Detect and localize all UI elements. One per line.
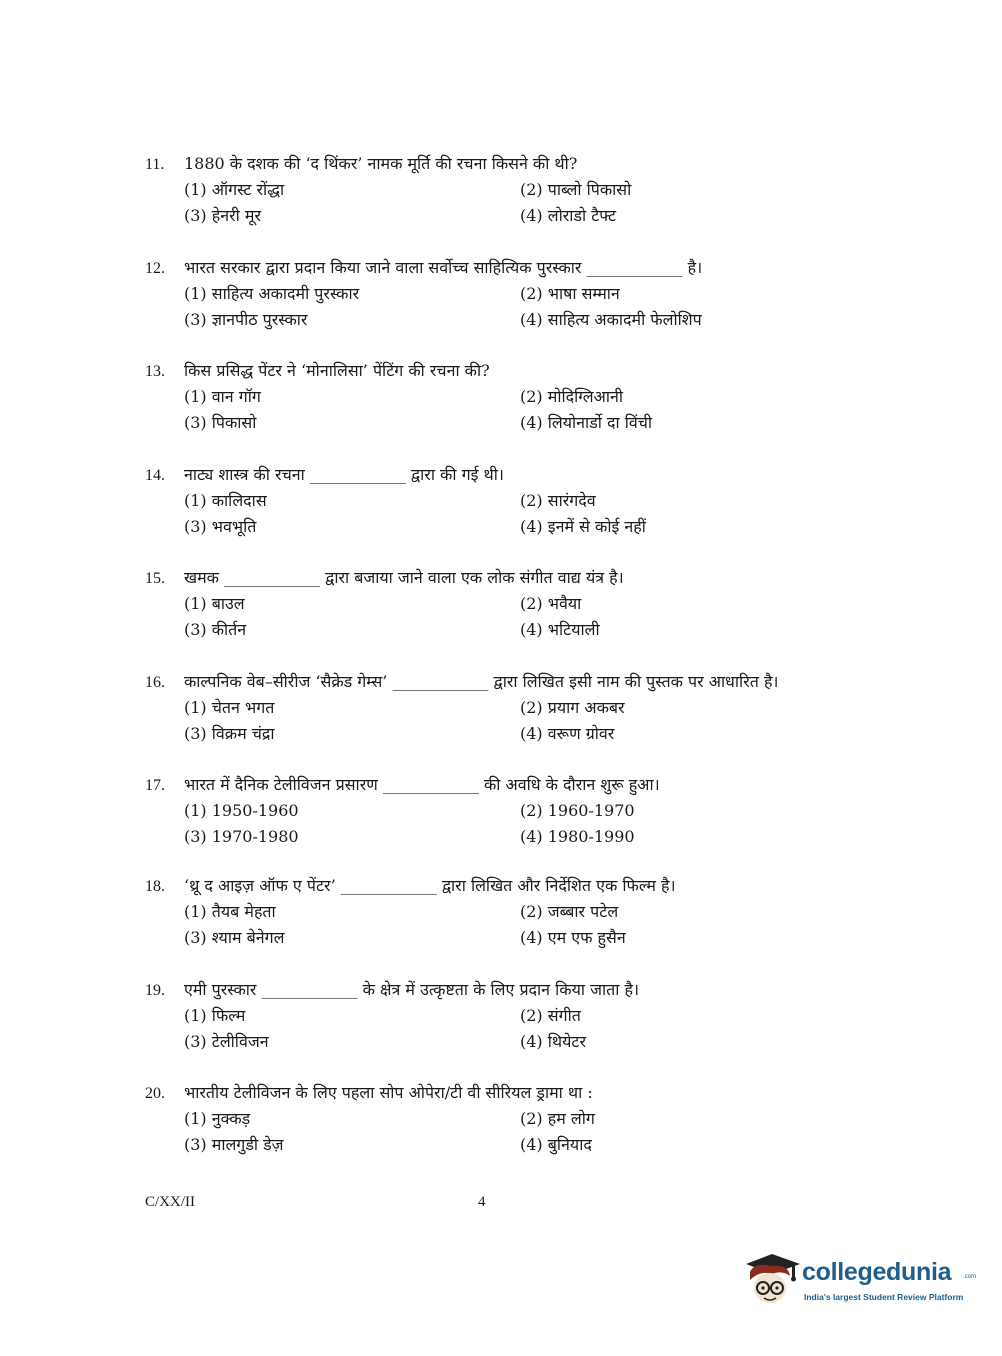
option-4: (4) वरूण ग्रोवर [520, 724, 615, 743]
option-1: (1) कालिदास [184, 491, 267, 510]
option-3: (3) मालगुडी डेज़ [184, 1135, 284, 1154]
option-2: (2) जब्बार पटेल [520, 902, 619, 921]
page-number: 4 [478, 1194, 486, 1210]
question-text: काल्पनिक वेब–सीरीज ‘सैक्रेड गेम्स’ ____________ द्वारा लिखित इसी नाम की पुस्तक पर आधारित है। [184, 672, 779, 691]
graduate-mascot-icon [742, 1250, 804, 1312]
option-2: (2) 1960-1970 [520, 801, 635, 820]
option-4: (4) 1980-1990 [520, 827, 635, 846]
brand-tagline: India's largest Student Review Platform [804, 1292, 964, 1302]
option-2: (2) हम लोग [520, 1109, 595, 1128]
question-number: 12. [145, 260, 165, 277]
option-3: (3) पिकासो [184, 413, 257, 432]
question-text: भारतीय टेलीविजन के लिए पहला सोप ओपेरा/टी वी सीरियल ड्रामा था : [184, 1083, 593, 1102]
question-text: 1880 के दशक की ‘द थिंकर’ नामक मूर्ति की रचना किसने की थी? [184, 154, 578, 173]
brand-domain: .com [963, 1274, 977, 1280]
option-2: (2) सारंगदेव [520, 491, 596, 510]
option-3: (3) विक्रम चंद्रा [184, 724, 275, 743]
option-1: (1) वान गॉग [184, 387, 261, 406]
question-number: 13. [145, 363, 165, 380]
question-text: ‘थ्रू द आइज़ ऑफ ए पेंटर’ ____________ द्वारा लिखित और निर्देशित एक फिल्म है। [184, 876, 676, 895]
option-2: (2) मोदिग्लिआनी [520, 387, 623, 406]
option-1: (1) ऑगस्ट रोंद्धा [184, 180, 285, 199]
question-17 [145, 772, 865, 850]
option-2: (2) संगीत [520, 1006, 581, 1025]
option-2: (2) भाषा सम्मान [520, 284, 620, 303]
question-text: किस प्रसिद्ध पेंटर ने ‘मोनालिसा’ पेंटिंग की रचना की? [184, 361, 490, 380]
question-number: 16. [145, 674, 165, 691]
question-number: 18. [145, 878, 165, 895]
collegedunia-logo [742, 1250, 977, 1312]
option-3: (3) भवभूति [184, 517, 257, 536]
question-14 [145, 462, 865, 540]
question-18 [145, 873, 865, 951]
option-2: (2) प्रयाग अकबर [520, 698, 625, 717]
brand-name: collegedunia [802, 1258, 952, 1286]
question-text: भारत में दैनिक टेलीविजन प्रसारण ____________ की अवधि के दौरान शुरू हुआ। [184, 775, 660, 794]
option-4: (4) साहित्य अकादमी फेलोशिप [520, 310, 702, 329]
option-1: (1) साहित्य अकादमी पुरस्कार [184, 284, 360, 303]
question-text: भारत सरकार द्वारा प्रदान किया जाने वाला सर्वोच्च साहित्यिक पुरस्कार ____________ है। [184, 258, 703, 277]
option-1: (1) 1950-1960 [184, 801, 299, 820]
option-4: (4) लियोनार्डो दा विंची [520, 413, 653, 432]
question-number: 17. [145, 777, 165, 794]
option-4: (4) थियेटर [520, 1032, 587, 1051]
option-4: (4) एम एफ हुसैन [520, 928, 626, 947]
question-number: 20. [145, 1085, 165, 1102]
option-1: (1) चेतन भगत [184, 698, 275, 717]
question-number: 11. [145, 156, 165, 173]
question-15 [145, 565, 865, 643]
option-3: (3) टेलीविजन [184, 1032, 269, 1051]
option-1: (1) नुक्कड़ [184, 1109, 251, 1128]
paper-code: C/XX/II [145, 1194, 195, 1210]
question-text: खमक ____________ द्वारा बजाया जाने वाला एक लोक संगीत वाद्य यंत्र है। [184, 568, 624, 587]
option-4: (4) इनमें से कोई नहीं [520, 517, 646, 536]
question-12 [145, 255, 865, 333]
option-3: (3) श्याम बेनेगल [184, 928, 285, 947]
option-3: (3) ज्ञानपीठ पुरस्कार [184, 310, 308, 329]
question-number: 14. [145, 467, 165, 484]
question-number: 15. [145, 570, 165, 587]
question-13 [145, 358, 865, 436]
option-3: (3) हेनरी मूर [184, 206, 262, 225]
option-2: (2) पाब्लो पिकासो [520, 180, 632, 199]
option-4: (4) बुनियाद [520, 1135, 592, 1154]
question-text: नाट्य शास्त्र की रचना ____________ द्वारा की गई थी। [184, 465, 504, 484]
option-2: (2) भवैया [520, 594, 582, 613]
question-number: 19. [145, 982, 165, 999]
question-11 [145, 151, 865, 229]
option-3: (3) कीर्तन [184, 620, 247, 639]
option-1: (1) तैयब मेहता [184, 902, 276, 921]
question-text: एमी पुरस्कार ____________ के क्षेत्र में उत्कृष्टता के लिए प्रदान किया जाता है। [184, 980, 640, 999]
option-4: (4) भटियाली [520, 620, 600, 639]
option-4: (4) लोराडो टैफ्ट [520, 206, 617, 225]
option-1: (1) बाउल [184, 594, 245, 613]
question-20 [145, 1080, 865, 1158]
option-1: (1) फिल्म [184, 1006, 246, 1025]
question-19 [145, 977, 865, 1055]
question-16 [145, 669, 865, 747]
option-3: (3) 1970-1980 [184, 827, 299, 846]
